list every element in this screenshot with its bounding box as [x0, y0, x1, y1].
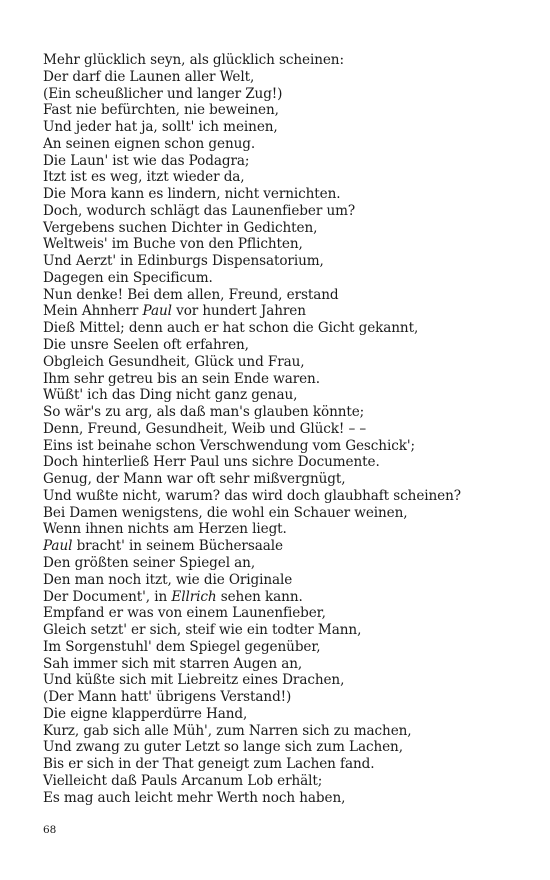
line-text: Die Laun' ist wie das Podagra; [43, 152, 250, 169]
poem-line [43, 136, 543, 153]
poem-line [43, 421, 543, 438]
italic-name: Paul [142, 303, 172, 320]
poem-line [43, 438, 543, 455]
poem-line [43, 656, 543, 673]
line-text: Es mag auch leicht mehr Werth noch haben, [43, 789, 346, 806]
poem-line [43, 102, 543, 119]
line-text: sehen kann. [216, 588, 303, 605]
poem-line [43, 236, 543, 253]
line-text: Den man noch itzt, wie die Originale [43, 571, 293, 588]
line-text: Wenn ihnen nichts am Herzen liegt. [43, 521, 287, 538]
poem-line [43, 488, 543, 505]
poem-line [43, 119, 543, 136]
line-text: Dagegen ein Specificum. [43, 269, 213, 286]
page-number: 68 [43, 824, 57, 836]
italic-name: Ellrich [171, 588, 217, 605]
line-text: (Der Mann hatt' übrigens Verstand!) [43, 689, 292, 706]
line-text: Doch, wodurch schlägt das Launenfieber um? [43, 202, 356, 219]
line-text: Fast nie befürchten, nie beweinen, [43, 102, 279, 119]
poem-line [43, 371, 543, 388]
poem-line [43, 689, 543, 706]
line-text: Der Document', in [43, 588, 172, 605]
line-text: Bei Damen wenigstens, die wohl ein Schauer weinen, [43, 504, 408, 521]
poem-line [43, 521, 543, 538]
line-text: Dieß Mittel; denn auch er hat schon die Gicht gekannt, [43, 320, 419, 337]
line-text: Kurz, gab sich alle Müh', zum Narren sich zu machen, [43, 722, 412, 739]
line-text: Die eigne klapperdürre Hand, [43, 705, 248, 722]
poem-line [43, 320, 543, 337]
poem-line [43, 471, 543, 488]
poem-line [43, 287, 543, 304]
line-text: Und Aerzt' in Edinburgs Dispensatorium, [43, 253, 324, 270]
poem-line [43, 203, 543, 220]
line-text: Gleich setzt' er sich, steif wie ein todter Mann, [43, 622, 362, 639]
poem-line [43, 387, 543, 404]
line-text: Und küßte sich mit Liebreitz eines Drachen, [43, 672, 345, 689]
line-text: Doch hinterließ Herr Paul uns sichre Documente. [43, 454, 380, 471]
poem-line [43, 756, 543, 773]
line-text: Denn, Freund, Gesundheit, Weib und Glück! – – [43, 420, 367, 437]
poem-line [43, 605, 543, 622]
italic-name: Paul [43, 538, 73, 555]
line-text: Mehr glücklich seyn, als glücklich scheinen: [43, 52, 344, 68]
line-text: Nun denke! Bei dem allen, Freund, erstand [43, 286, 339, 303]
line-text: (Ein scheußlicher und langer Zug!) [43, 85, 283, 102]
poem-line [43, 672, 543, 689]
poem-line [43, 505, 543, 522]
line-text: Im Sorgenstuhl' dem Spiegel gegenüber, [43, 638, 321, 655]
line-text: Mein Ahnherr [43, 303, 143, 320]
poem-line [43, 639, 543, 656]
line-text: Vielleicht daß Pauls Arcanum Lob erhält; [43, 772, 323, 789]
line-text: So wär's zu arg, als daß man's glauben könnte; [43, 404, 365, 421]
line-text: Der darf die Launen aller Welt, [43, 68, 255, 85]
poem-text [43, 52, 543, 806]
line-text: Empfand er was von einem Launenfieber, [43, 605, 326, 622]
line-text: Ihm sehr getreu bis an sein Ende waren. [43, 370, 320, 387]
poem-line [43, 773, 543, 790]
line-text: bracht' in seinem Büchersaale [72, 538, 283, 555]
line-text: Weltweis' im Buche von den Pflichten, [43, 236, 303, 253]
line-text: Wüßt' ich das Ding nicht ganz genau, [43, 387, 298, 404]
line-text: Sah immer sich mit starren Augen an, [43, 655, 303, 672]
line-text: Obgleich Gesundheit, Glück und Frau, [43, 353, 305, 370]
line-text: Itzt ist es weg, itzt wieder da, [43, 169, 245, 186]
line-text: Vergebens suchen Dichter in Gedichten, [43, 219, 318, 236]
line-text: vor hundert Jahren [171, 303, 306, 320]
poem-line [43, 790, 543, 807]
poem-line [43, 404, 543, 421]
poem-line [43, 86, 543, 103]
line-text: Die unsre Seelen oft erfahren, [43, 337, 249, 354]
line-text: Und jeder hat ja, sollt' ich meinen, [43, 119, 278, 136]
poem-line [43, 186, 543, 203]
poem-line [43, 723, 543, 740]
line-text: Die Mora kann es lindern, nicht vernichten. [43, 186, 341, 203]
line-text: Und zwang zu guter Letzt so lange sich zum Lachen, [43, 739, 403, 756]
poem-line [43, 739, 543, 756]
poem-line [43, 454, 543, 471]
poem-line [43, 337, 543, 354]
poem-line [43, 572, 543, 589]
poem-line [43, 52, 543, 69]
line-text: An seinen eignen schon genug. [43, 135, 256, 152]
line-text: Den größten seiner Spiegel an, [43, 554, 256, 571]
poem-line [43, 270, 543, 287]
poem-line [43, 153, 543, 170]
poem-line [43, 538, 543, 555]
poem-line [43, 589, 543, 606]
poem-line [43, 253, 543, 270]
poem-line [43, 220, 543, 237]
poem-line [43, 303, 543, 320]
poem-line [43, 622, 543, 639]
line-text: Genug, der Mann war oft sehr mißvergnügt, [43, 471, 346, 488]
line-text: Eins ist beinahe schon Verschwendung vom Geschick'; [43, 437, 415, 454]
poem-line [43, 706, 543, 723]
poem-line [43, 69, 543, 86]
line-text: Und wußte nicht, warum? das wird doch glaubhaft scheinen? [43, 487, 461, 504]
poem-line [43, 169, 543, 186]
poem-line [43, 354, 543, 371]
poem-line [43, 555, 543, 572]
line-text: Bis er sich in der That geneigt zum Lachen fand. [43, 756, 375, 773]
